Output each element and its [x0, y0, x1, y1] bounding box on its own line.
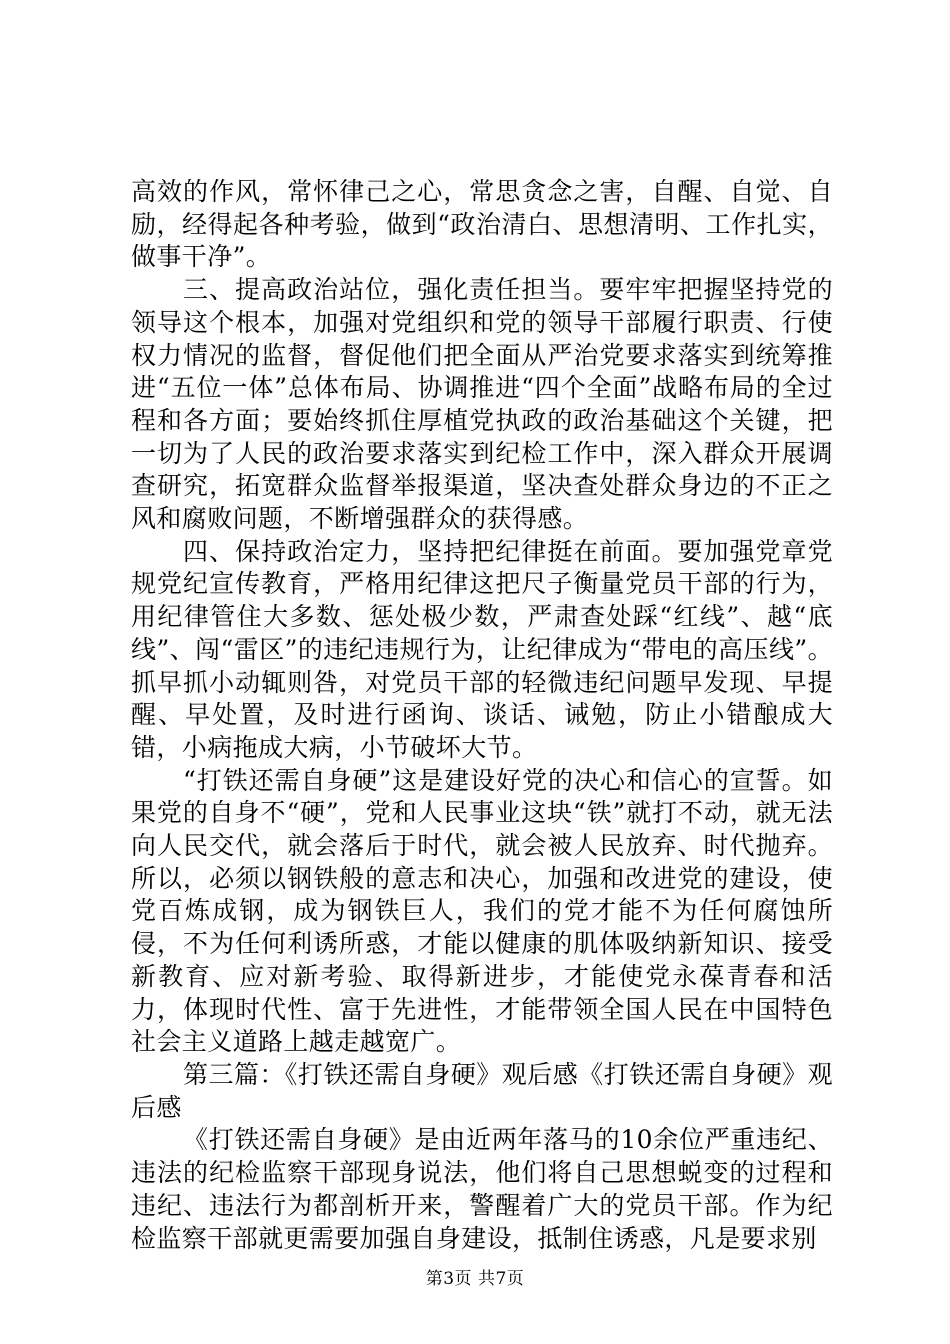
page-number-footer: 第3页 共7页 — [425, 1269, 525, 1289]
paragraph-chapter-body: 《打铁还需自身硬》是由近两年落马的10余位严重违纪、违法的纪检监察干部现身说法，他们将自己思想蜕变的过程和违纪、违法行为都剖析开来，警醒着广大的党员干部。作为纪检监察干部就更需要加强自身建设，抵制住诱惑，凡是要求别 — [131, 1125, 833, 1253]
paragraph-conclusion: “打铁还需自身硬”这是建设好党的决心和信心的宣誓。如果党的自身不“硬”，党和人民事业这块“铁”就打不动，就无法向人民交代，就会落后于时代，就会被人民放弃、时代抛弃。所以，必须以钢铁般的意志和决心，加强和改进党的建设，使党百炼成钢，成为钢铁巨人，我们的党才能不为任何腐蚀所侵，不为任何利诱所惑，才能以健康的肌体吸纳新知识、接受新教育、应对新考验、取得新进步，才能使党永葆青春和活力，体现时代性、富于先进性，才能带领全国人民在中国特色社会主义道路上越走越宽广。 — [131, 765, 833, 1057]
paragraph-chapter-title: 第三篇：《打铁还需自身硬》观后感《打铁还需自身硬》观后感 — [131, 1059, 833, 1122]
paragraph-section-four: 四、保持政治定力，坚持把纪律挺在前面。要加强党章党规党纪宣传教育，严格用纪律这把尺子衡量党员干部的行为，用纪律管住大多数、惩处极少数，严肃查处踩“红线”、越“底线”、闯“雷区”的违纪违规行为，让纪律成为“带电的高压线”。抓早抓小动辄则咎，对党员干部的轻微违纪问题早发现、早提醒、早处置，及时进行函询、谈话、诫勉，防止小错酿成大错，小病拖成大病，小节破坏大节。 — [131, 536, 833, 762]
paragraph-continuation: 高效的作风，常怀律己之心，常思贪念之害，自醒、自觉、自励，经得起各种考验，做到“政治清白、思想清明、工作扎实，做事干净”。 — [131, 177, 833, 272]
document-body — [131, 176, 833, 1255]
paragraph-section-three: 三、提高政治站位，强化责任担当。要牢牢把握坚持党的领导这个根本，加强对党组织和党的领导干部履行职责、行使权力情况的监督，督促他们把全面从严治党要求落实到统筹推进“五位一体”总体布局、协调推进“四个全面”战略布局的全过程和各方面；要始终抓住厚植党执政的政治基础这个关键，把一切为了人民的政治要求落实到纪检工作中，深入群众开展调查研究，拓宽群众监督举报渠道，坚决查处群众身边的不正之风和腐败问题，不断增强群众的获得感。 — [131, 275, 833, 534]
